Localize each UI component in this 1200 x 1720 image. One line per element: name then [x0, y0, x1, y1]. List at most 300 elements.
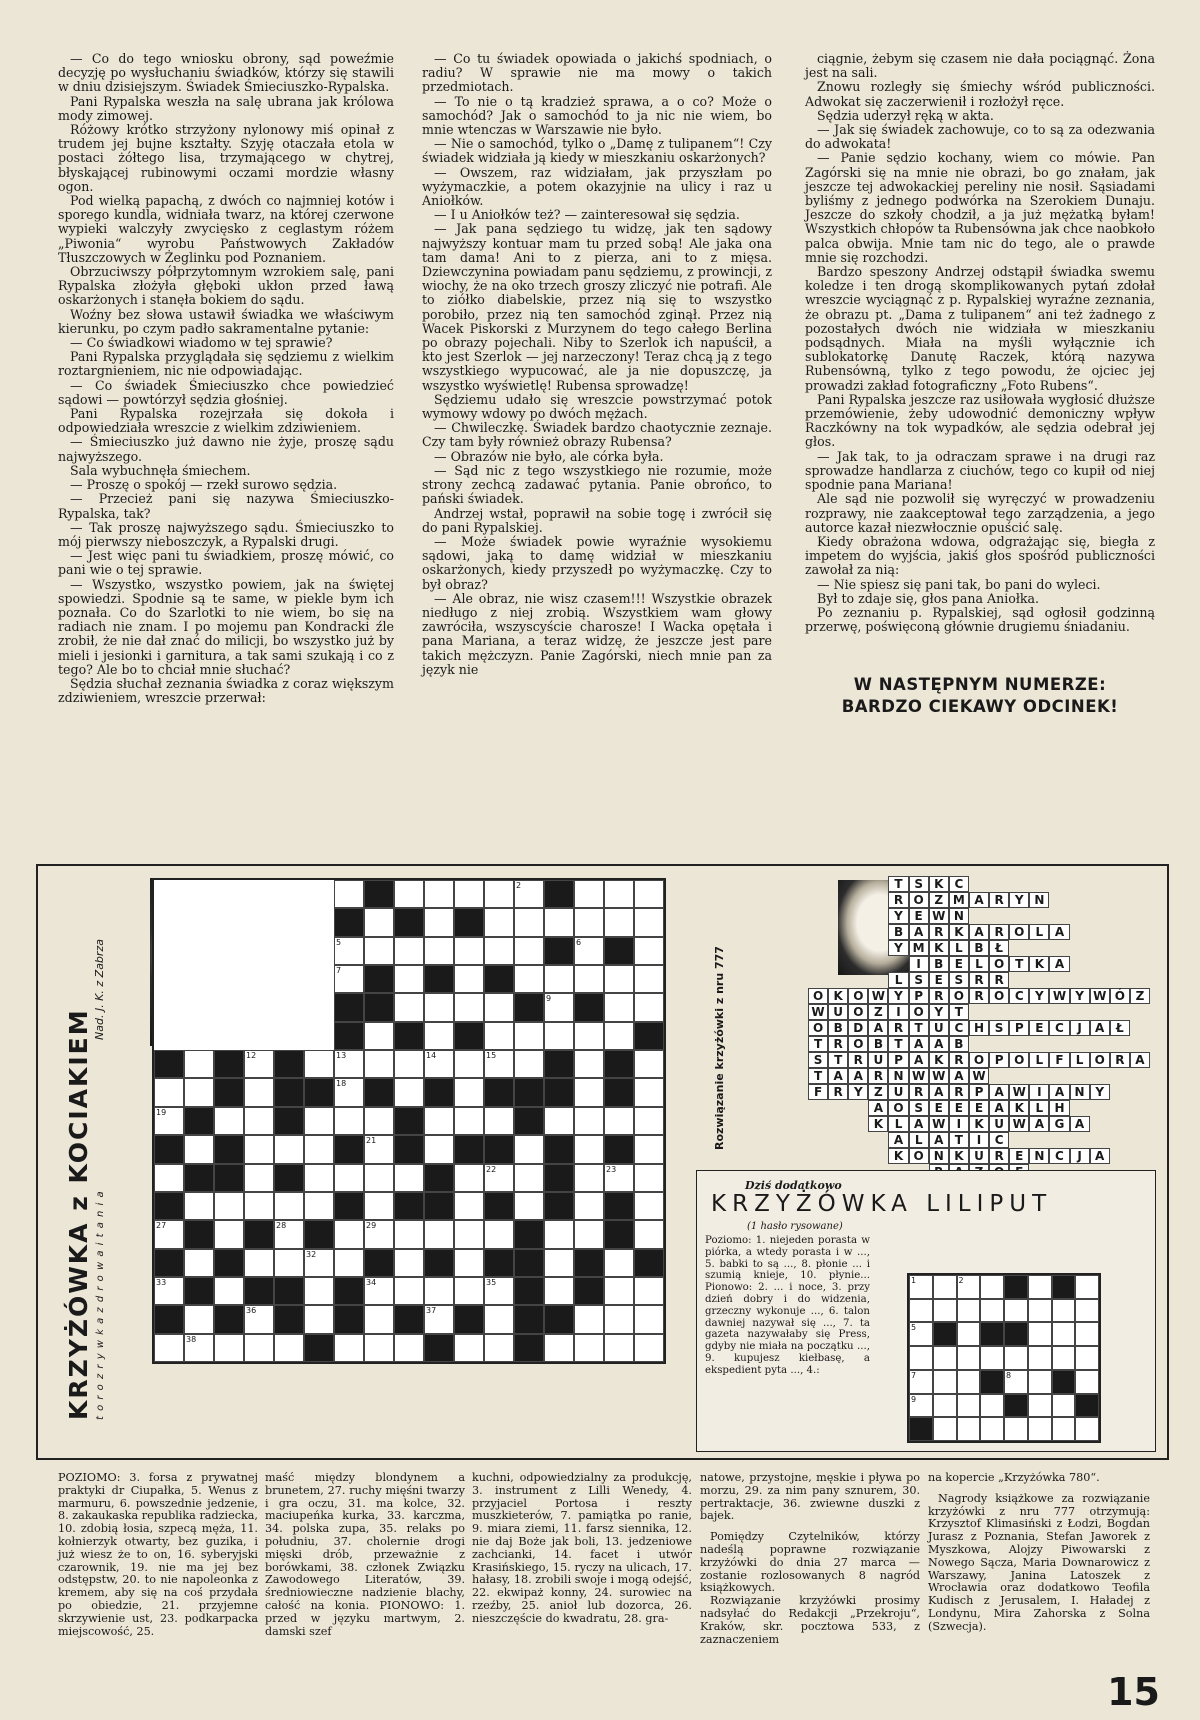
grid-cell[interactable]	[484, 1022, 514, 1050]
grid-cell[interactable]	[364, 1050, 394, 1078]
solution-cell: O	[989, 988, 1009, 1004]
grid-cell[interactable]	[544, 1107, 574, 1135]
liliput-cell[interactable]	[1004, 1299, 1028, 1323]
solution-empty	[828, 1132, 848, 1148]
paragraph: Pani Rypalska przyglądała się sędziemu z wielkim roztargnieniem, nic nie odpowiadając.	[58, 349, 394, 379]
cell-number: 34	[366, 1277, 377, 1287]
solution-empty	[1110, 1084, 1130, 1100]
grid-cell[interactable]	[304, 1277, 334, 1305]
grid-cell[interactable]	[424, 1022, 454, 1050]
grid-cell[interactable]	[574, 1220, 604, 1248]
grid-cell[interactable]	[334, 1220, 364, 1248]
solution-empty	[989, 1068, 1009, 1084]
grid-cell[interactable]	[364, 1135, 394, 1163]
liliput-cell[interactable]	[909, 1346, 933, 1370]
grid-cell[interactable]	[244, 1192, 274, 1220]
grid-cell[interactable]	[484, 1164, 514, 1192]
grid-cell[interactable]	[544, 993, 574, 1021]
grid-cell[interactable]	[214, 1192, 244, 1220]
grid-cell[interactable]	[514, 937, 544, 965]
liliput-cell[interactable]	[1052, 1346, 1076, 1370]
grid-cell[interactable]	[424, 880, 454, 908]
grid-cell[interactable]	[544, 965, 574, 993]
liliput-cell[interactable]	[1075, 1322, 1099, 1346]
grid-cell[interactable]	[364, 1277, 394, 1305]
paragraph: Różowy krótko strzyżony nylonowy miś opinał z trudem jej bujne kształty. Szyję otaczała etola w postaci żółtego lisa, trzymającego w chytrej, błyskającej rubinowymi oczami mordzie własny ogon.	[58, 122, 394, 194]
grid-cell[interactable]	[244, 1078, 274, 1106]
paragraph: — Jak pana sędziego tu widzę, jak ten sądowy najwyższy kontuar mam tu przed sobą! Ale jaka ona tam dama! Ani to z pierza, ani to z mięsa. Dziewczynina powiadam panu sędziemu, z prowincji, z wiochy, że na oko trzech groszy zliczyć nie potrafi. Ale to ziółko diabelskie, przez nią się to wszystko porobiło, przez nią ten samochód zginął. Przez nią Wacek Piskorski z Murzynem do tego całego Berlina po obrazy pojechali. Niby to Szerlok ich napuścił, a kto jest Szerlok — jej narzeczony! Teraz chcą ją z tego wszystkiego wypucować, ale ja nie dopuszczę, ja wszystko wyświetlę! Rubensa sprowadzę!	[422, 221, 772, 393]
grid-cell[interactable]	[574, 1050, 604, 1078]
liliput-cell[interactable]	[957, 1299, 981, 1323]
solution-cell: U	[828, 1004, 848, 1020]
grid-cell[interactable]	[484, 993, 514, 1021]
cell-number: 2	[958, 1276, 964, 1285]
grid-cell[interactable]	[574, 1135, 604, 1163]
grid-cell[interactable]	[634, 1050, 664, 1078]
grid-cell[interactable]	[484, 1334, 514, 1362]
liliput-cell[interactable]	[909, 1370, 933, 1394]
grid-cell[interactable]	[394, 1050, 424, 1078]
grid-cell[interactable]	[364, 1164, 394, 1192]
grid-cell-black	[394, 1305, 424, 1333]
liliput-cell[interactable]	[957, 1346, 981, 1370]
liliput-cell-black	[1075, 1394, 1099, 1418]
liliput-cell[interactable]	[933, 1275, 957, 1299]
grid-cell[interactable]	[364, 937, 394, 965]
grid-cell-black	[604, 1078, 634, 1106]
solution-cell: O	[848, 1004, 868, 1020]
liliput-cell[interactable]	[1028, 1346, 1052, 1370]
grid-cell[interactable]	[304, 1135, 334, 1163]
solution-empty	[1070, 1004, 1090, 1020]
liliput-cell[interactable]	[1028, 1322, 1052, 1346]
grid-cell[interactable]	[274, 1192, 304, 1220]
liliput-cell[interactable]	[957, 1322, 981, 1346]
liliput-header: Dziś dodatkowo	[745, 1179, 842, 1192]
liliput-cell[interactable]	[1052, 1417, 1076, 1441]
grid-cell[interactable]	[244, 1334, 274, 1362]
solution-cell: A	[1029, 1116, 1049, 1132]
grid-cell[interactable]	[364, 1220, 394, 1248]
grid-cell[interactable]	[484, 937, 514, 965]
grid-cell[interactable]	[454, 1334, 484, 1362]
grid-cell[interactable]	[544, 1022, 574, 1050]
grid-cell[interactable]	[634, 908, 664, 936]
liliput-cell[interactable]	[1004, 1417, 1028, 1441]
grid-cell[interactable]	[154, 1164, 184, 1192]
grid-cell[interactable]	[544, 1249, 574, 1277]
grid-cell[interactable]	[424, 1135, 454, 1163]
grid-cell[interactable]	[304, 1050, 334, 1078]
grid-cell[interactable]	[634, 1305, 664, 1333]
liliput-cell[interactable]	[957, 1394, 981, 1418]
grid-cell[interactable]	[154, 1107, 184, 1135]
grid-cell[interactable]	[394, 1220, 424, 1248]
cell-number: 9	[911, 1394, 917, 1404]
solution-empty	[828, 924, 848, 940]
solution-cell: O	[949, 988, 969, 1004]
grid-cell[interactable]	[274, 1249, 304, 1277]
cell-number: 8	[1006, 1370, 1012, 1380]
grid-cell[interactable]	[514, 1022, 544, 1050]
grid-cell[interactable]	[604, 1334, 634, 1362]
solution-empty	[1029, 1068, 1049, 1084]
grid-cell[interactable]	[514, 965, 544, 993]
grid-cell[interactable]	[544, 1334, 574, 1362]
liliput-cell[interactable]	[980, 1417, 1004, 1441]
grid-cell[interactable]	[514, 880, 544, 908]
grid-cell[interactable]	[574, 1334, 604, 1362]
grid-cell[interactable]	[634, 993, 664, 1021]
cell-number: 2	[516, 881, 522, 890]
liliput-cell[interactable]	[980, 1394, 1004, 1418]
grid-cell[interactable]	[364, 1305, 394, 1333]
grid-cell[interactable]	[394, 993, 424, 1021]
grid-cell[interactable]	[424, 1220, 454, 1248]
solution-empty	[848, 908, 868, 924]
liliput-cell[interactable]	[933, 1346, 957, 1370]
solution-cell: O	[808, 988, 828, 1004]
grid-cell[interactable]	[484, 908, 514, 936]
grid-cell[interactable]	[604, 1305, 634, 1333]
liliput-cell[interactable]	[1075, 1275, 1099, 1299]
solution-empty	[1110, 924, 1130, 940]
grid-cell[interactable]	[274, 1220, 304, 1248]
solution-empty	[848, 956, 868, 972]
solution-cell: L	[888, 972, 908, 988]
liliput-cell-black	[1052, 1275, 1076, 1299]
grid-cell[interactable]	[154, 1334, 184, 1362]
cell-number: 7	[336, 966, 342, 976]
grid-cell[interactable]	[574, 1107, 604, 1135]
paragraph: — Co świadkowi wiadomo w tej sprawie?	[70, 335, 333, 351]
solution-empty	[1070, 1132, 1090, 1148]
grid-cell[interactable]	[454, 1277, 484, 1305]
liliput-cell[interactable]	[1075, 1417, 1099, 1441]
grid-cell[interactable]	[454, 1164, 484, 1192]
grid-cell[interactable]	[514, 908, 544, 936]
grid-cell[interactable]	[154, 1220, 184, 1248]
grid-cell[interactable]	[394, 1249, 424, 1277]
grid-cell-black	[604, 1192, 634, 1220]
liliput-cell[interactable]	[1052, 1322, 1076, 1346]
grid-cell[interactable]	[214, 1334, 244, 1362]
grid-cell[interactable]	[394, 1164, 424, 1192]
grid-cell[interactable]	[514, 1164, 544, 1192]
grid-cell[interactable]	[424, 993, 454, 1021]
solution-empty	[1070, 956, 1090, 972]
solution-cell: K	[929, 940, 949, 956]
liliput-cell[interactable]	[957, 1417, 981, 1441]
grid-cell[interactable]	[484, 1050, 514, 1078]
grid-cell[interactable]	[244, 1305, 274, 1333]
grid-cell[interactable]	[574, 1305, 604, 1333]
solution-cell: K	[949, 1148, 969, 1164]
grid-cell[interactable]	[334, 937, 364, 965]
liliput-cell[interactable]	[933, 1417, 957, 1441]
grid-cell[interactable]	[334, 1164, 364, 1192]
grid-cell[interactable]	[334, 1050, 364, 1078]
grid-cell[interactable]	[424, 1277, 454, 1305]
grid-cell[interactable]	[604, 908, 634, 936]
solution-empty	[868, 956, 888, 972]
liliput-cell[interactable]	[933, 1394, 957, 1418]
grid-cell[interactable]	[424, 908, 454, 936]
solution-cell: O	[909, 1148, 929, 1164]
grid-cell[interactable]	[634, 1334, 664, 1362]
grid-cell[interactable]	[604, 1249, 634, 1277]
liliput-cell[interactable]	[909, 1299, 933, 1323]
liliput-cell[interactable]	[980, 1299, 1004, 1323]
liliput-cell[interactable]	[1028, 1370, 1052, 1394]
grid-cell[interactable]	[154, 1078, 184, 1106]
solution-cell: W	[868, 988, 888, 1004]
grid-cell[interactable]	[334, 1078, 364, 1106]
grid-cell[interactable]	[424, 937, 454, 965]
grid-cell[interactable]	[364, 908, 394, 936]
grid-cell[interactable]	[634, 1164, 664, 1192]
liliput-cell[interactable]	[980, 1346, 1004, 1370]
grid-cell[interactable]	[214, 1107, 244, 1135]
grid-cell[interactable]	[184, 1249, 214, 1277]
solution-cell: L	[949, 940, 969, 956]
liliput-cell[interactable]	[1052, 1299, 1076, 1323]
liliput-cell[interactable]	[909, 1275, 933, 1299]
grid-cell[interactable]	[364, 1192, 394, 1220]
grid-cell[interactable]	[484, 1305, 514, 1333]
grid-cell[interactable]	[514, 1192, 544, 1220]
crossword-grid[interactable]	[152, 878, 666, 1364]
grid-cell[interactable]	[394, 880, 424, 908]
grid-cell[interactable]	[454, 1192, 484, 1220]
solution-cell: M	[909, 940, 929, 956]
solution-cell: S	[909, 876, 929, 892]
grid-cell[interactable]	[634, 1078, 664, 1106]
grid-cell[interactable]	[484, 1277, 514, 1305]
grid-cell[interactable]	[544, 1220, 574, 1248]
grid-cell[interactable]	[244, 1135, 274, 1163]
grid-cell[interactable]	[574, 1192, 604, 1220]
solution-cell: J	[1070, 1148, 1090, 1164]
solution-cell: C	[1009, 988, 1029, 1004]
grid-cell-black	[184, 1220, 214, 1248]
grid-cell[interactable]	[454, 937, 484, 965]
grid-cell[interactable]	[184, 1305, 214, 1333]
cell-number: 5	[336, 937, 342, 947]
grid-cell[interactable]	[484, 1107, 514, 1135]
grid-cell[interactable]	[154, 1277, 184, 1305]
solution-cell: N	[1070, 1084, 1090, 1100]
liliput-cell-black	[909, 1417, 933, 1441]
solution-empty	[1110, 1036, 1130, 1052]
cell-number: 39	[426, 1334, 437, 1344]
grid-cell[interactable]	[214, 1277, 244, 1305]
grid-cell[interactable]	[274, 1334, 304, 1362]
liliput-cell[interactable]	[1075, 1299, 1099, 1323]
solution-cell: U	[929, 1020, 949, 1036]
liliput-cell[interactable]	[933, 1299, 957, 1323]
grid-cell[interactable]	[394, 937, 424, 965]
solution-empty	[1130, 1132, 1150, 1148]
grid-cell[interactable]	[454, 1050, 484, 1078]
grid-cell[interactable]	[334, 880, 364, 908]
grid-cell[interactable]	[574, 1078, 604, 1106]
grid-cell[interactable]	[424, 1107, 454, 1135]
liliput-cell[interactable]	[1028, 1417, 1052, 1441]
grid-cell[interactable]	[454, 1220, 484, 1248]
grid-cell[interactable]	[214, 1220, 244, 1248]
paragraph: — Co świadek Śmieciuszko chce powiedzieć sądowi — powtórzył sędzia głośniej.	[58, 377, 394, 407]
solution-cell: O	[1009, 1052, 1029, 1068]
grid-cell[interactable]	[454, 880, 484, 908]
grid-cell[interactable]	[454, 1107, 484, 1135]
liliput-cell[interactable]	[1028, 1275, 1052, 1299]
solution-cell: B	[828, 1020, 848, 1036]
grid-cell[interactable]	[634, 965, 664, 993]
liliput-cell[interactable]	[1075, 1346, 1099, 1370]
paragraph: ciągnie, żebym się czasem nie dała pociągnąć. Żona jest na sali.	[805, 51, 1155, 81]
solution-empty	[1130, 908, 1150, 924]
grid-cell[interactable]	[484, 1220, 514, 1248]
grid-cell-black	[304, 1078, 334, 1106]
liliput-cell[interactable]	[957, 1370, 981, 1394]
grid-cell[interactable]	[634, 1220, 664, 1248]
grid-cell[interactable]	[574, 1022, 604, 1050]
liliput-cell[interactable]	[933, 1370, 957, 1394]
liliput-cell[interactable]	[1004, 1346, 1028, 1370]
liliput-grid[interactable]	[907, 1273, 1101, 1443]
grid-cell[interactable]	[574, 1164, 604, 1192]
grid-cell[interactable]	[244, 1107, 274, 1135]
grid-cell-black	[394, 1107, 424, 1135]
grid-cell-black	[184, 1107, 214, 1135]
solution-cell: T	[1009, 956, 1029, 972]
grid-cell[interactable]	[454, 965, 484, 993]
grid-cell[interactable]	[304, 1192, 334, 1220]
grid-cell[interactable]	[574, 937, 604, 965]
liliput-cell[interactable]	[909, 1394, 933, 1418]
grid-cell[interactable]	[304, 1107, 334, 1135]
grid-cell[interactable]	[334, 1334, 364, 1362]
grid-cell[interactable]	[394, 965, 424, 993]
liliput-cell[interactable]	[957, 1275, 981, 1299]
solution-empty	[1049, 1068, 1069, 1084]
grid-cell[interactable]	[304, 1164, 334, 1192]
grid-cell[interactable]	[604, 1022, 634, 1050]
grid-cell[interactable]	[184, 1050, 214, 1078]
grid-cell[interactable]	[604, 993, 634, 1021]
grid-cell[interactable]	[454, 1078, 484, 1106]
grid-cell[interactable]	[364, 1334, 394, 1362]
grid-cell[interactable]	[544, 908, 574, 936]
liliput-cell[interactable]	[909, 1322, 933, 1346]
grid-cell[interactable]	[184, 1192, 214, 1220]
liliput-cell[interactable]	[1052, 1394, 1076, 1418]
grid-cell[interactable]	[604, 1164, 634, 1192]
grid-cell[interactable]	[484, 880, 514, 908]
solution-cell: A	[989, 1084, 1009, 1100]
grid-cell[interactable]	[334, 965, 364, 993]
grid-cell[interactable]	[424, 1050, 454, 1078]
grid-cell[interactable]	[334, 1107, 364, 1135]
grid-cell[interactable]	[304, 1249, 334, 1277]
grid-cell[interactable]	[304, 1305, 334, 1333]
crossword-title: KRZYŻÓWKA z KOCIAKIEM	[64, 1008, 93, 1420]
liliput-cell[interactable]	[1004, 1370, 1028, 1394]
grid-cell[interactable]	[184, 1135, 214, 1163]
liliput-cell[interactable]	[1028, 1394, 1052, 1418]
grid-cell[interactable]	[364, 1022, 394, 1050]
grid-cell[interactable]	[244, 1249, 274, 1277]
grid-cell[interactable]	[514, 1050, 544, 1078]
grid-cell[interactable]	[634, 1135, 664, 1163]
article-column-3	[805, 52, 1155, 718]
grid-cell[interactable]	[604, 1107, 634, 1135]
liliput-cell[interactable]	[1075, 1370, 1099, 1394]
solution-empty	[868, 908, 888, 924]
solution-cell: K	[929, 876, 949, 892]
grid-cell[interactable]	[604, 880, 634, 908]
grid-cell-black	[454, 1135, 484, 1163]
solution-cell: S	[909, 1100, 929, 1116]
grid-cell[interactable]	[604, 965, 634, 993]
grid-cell[interactable]	[184, 1334, 214, 1362]
solution-cell: R	[969, 988, 989, 1004]
grid-cell[interactable]	[394, 1078, 424, 1106]
grid-cell[interactable]	[514, 1135, 544, 1163]
grid-cell[interactable]	[184, 1078, 214, 1106]
grid-cell[interactable]	[394, 1277, 424, 1305]
grid-cell[interactable]	[544, 1277, 574, 1305]
grid-cell[interactable]	[634, 880, 664, 908]
grid-cell[interactable]	[364, 1107, 394, 1135]
grid-cell[interactable]	[634, 1107, 664, 1135]
cell-number: 27	[156, 1221, 167, 1231]
grid-cell[interactable]	[634, 937, 664, 965]
liliput-cell[interactable]	[980, 1275, 1004, 1299]
solution-empty	[1029, 876, 1049, 892]
grid-cell[interactable]	[424, 1305, 454, 1333]
cell-number: 3	[1006, 1276, 1012, 1285]
grid-cell[interactable]	[334, 1249, 364, 1277]
grid-cell[interactable]	[574, 965, 604, 993]
grid-cell[interactable]	[634, 1277, 664, 1305]
solution-empty	[1009, 876, 1029, 892]
crossword-subtitle: t o r o z r y w k a z d r o w a i t a n i a	[95, 1190, 106, 1420]
grid-cell-black	[274, 1050, 304, 1078]
solution-cell: F	[808, 1084, 828, 1100]
grid-cell[interactable]	[604, 1277, 634, 1305]
liliput-cell[interactable]	[1028, 1299, 1052, 1323]
contest-address: Rozwiązanie krzyżówki prosimy nadsyłać do Redakcji „Przekroju“, Kraków, skr. pocztowa 533, z zaznaczeniem	[700, 1594, 920, 1646]
solution-cell: C	[1049, 1020, 1069, 1036]
grid-cell[interactable]	[244, 1050, 274, 1078]
paragraph: — Wszystko, wszystko powiem, jak na świętej spowiedzi. Spodnie są te same, w piekle bym ich poznała. Co do Szarlotki to nie wiem, bo się na radiach nie znam. I po mojemu pan Kondracki źle zrobił, że nie dał znać do milicji, bo wszystko już by mieli i jesionki i garnitura, a tak sami szukają i co z tego? Ale bo to chciał mnie słuchać?	[58, 576, 394, 677]
grid-cell-black	[544, 1135, 574, 1163]
solution-empty	[1049, 876, 1069, 892]
grid-cell[interactable]	[574, 908, 604, 936]
solution-empty	[1070, 972, 1090, 988]
grid-cell[interactable]	[394, 1334, 424, 1362]
grid-cell[interactable]	[634, 1192, 664, 1220]
grid-cell[interactable]	[274, 1135, 304, 1163]
grid-cell-black	[604, 1135, 634, 1163]
grid-cell[interactable]	[574, 880, 604, 908]
grid-cell[interactable]	[244, 1164, 274, 1192]
grid-cell[interactable]	[454, 993, 484, 1021]
solution-empty	[808, 940, 828, 956]
grid-cell[interactable]	[454, 1249, 484, 1277]
